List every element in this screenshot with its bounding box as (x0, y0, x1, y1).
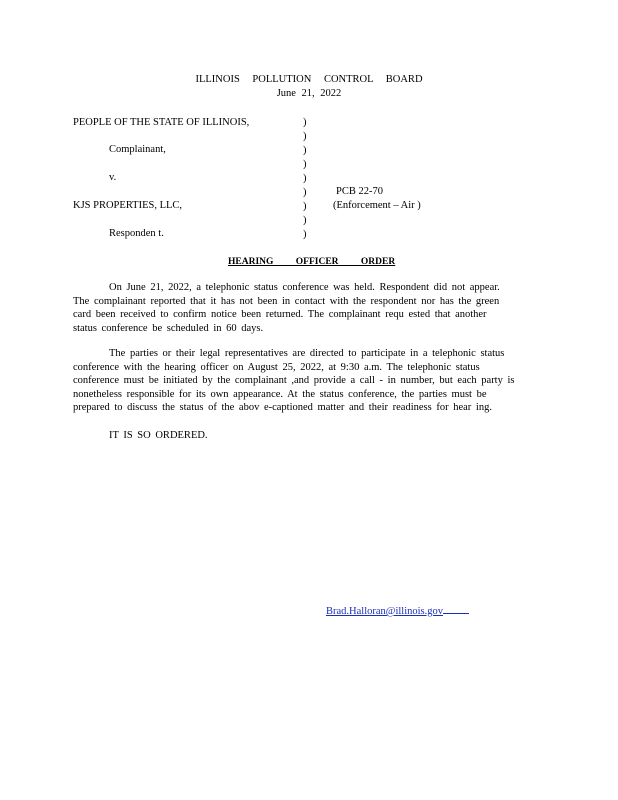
case-number: PCB 22-70 (336, 186, 383, 197)
paragraph-2 (73, 347, 533, 415)
caption-paren: ) (303, 173, 307, 184)
paragraph-line: prepared to discuss the status of the abov e-captioned matter and their readiness for hear ing. (73, 402, 492, 413)
plaintiff-name: PEOPLE OF THE STATE OF ILLINOIS, (73, 117, 250, 128)
order-date: June 21, 2022 (276, 87, 342, 99)
caption-paren: ) (303, 187, 307, 198)
caption-paren: ) (303, 229, 307, 240)
caption-parentheses (303, 116, 313, 242)
caption-paren: ) (303, 117, 307, 128)
agency-name: ILLINOIS POLLUTION CONTROL BOARD (195, 74, 423, 85)
caption-paren: ) (303, 131, 307, 142)
caption-paren: ) (303, 145, 307, 156)
versus-label: v. (109, 172, 117, 183)
paragraph-line: status conference be scheduled in 60 days. (73, 322, 264, 334)
signature-email-link[interactable] (326, 603, 469, 619)
case-number-block (333, 185, 421, 212)
caption-paren: ) (303, 215, 307, 226)
paragraph-line: card been received to confirm notice been returned. The complainant requ ested that another (73, 309, 487, 320)
paragraph-line: The complainant reported that it has not been in contact with the respondent nor has the green (73, 295, 500, 307)
defendant-role: Responden t. (109, 228, 164, 239)
paragraph-line: On June 21, 2022, a telephonic status conference was held. Respondent did not appear. (109, 282, 500, 293)
caption-paren: ) (303, 159, 307, 170)
paragraph-line: nonetheless responsible for its own appearance. At the status conference, the parties must be (73, 388, 487, 400)
paragraph-line: conference with the hearing officer on August 25, 2022, at 9:30 a.m. The telephonic status (73, 361, 480, 373)
defendant-name: KJS PROPERTIES, LLC, (73, 200, 183, 211)
plaintiff-role: Complainant, (109, 144, 166, 155)
case-type: (Enforcement – Air ) (333, 199, 421, 211)
signature-email[interactable]: Brad.Halloran@illinois.gov (326, 606, 443, 617)
closing-statement: IT IS SO ORDERED. (109, 430, 208, 441)
order-title: HEARING OFFICER ORDER (228, 257, 396, 267)
paragraph-line: The parties or their legal representatives are directed to participate in a telephonic status (109, 348, 505, 359)
paragraph-1 (73, 281, 533, 335)
caption-paren: ) (303, 201, 307, 212)
paragraph-line: conference must be initiated by the complainant ,and provide a call - in number, but each party is (73, 375, 515, 386)
document-header (0, 73, 618, 100)
